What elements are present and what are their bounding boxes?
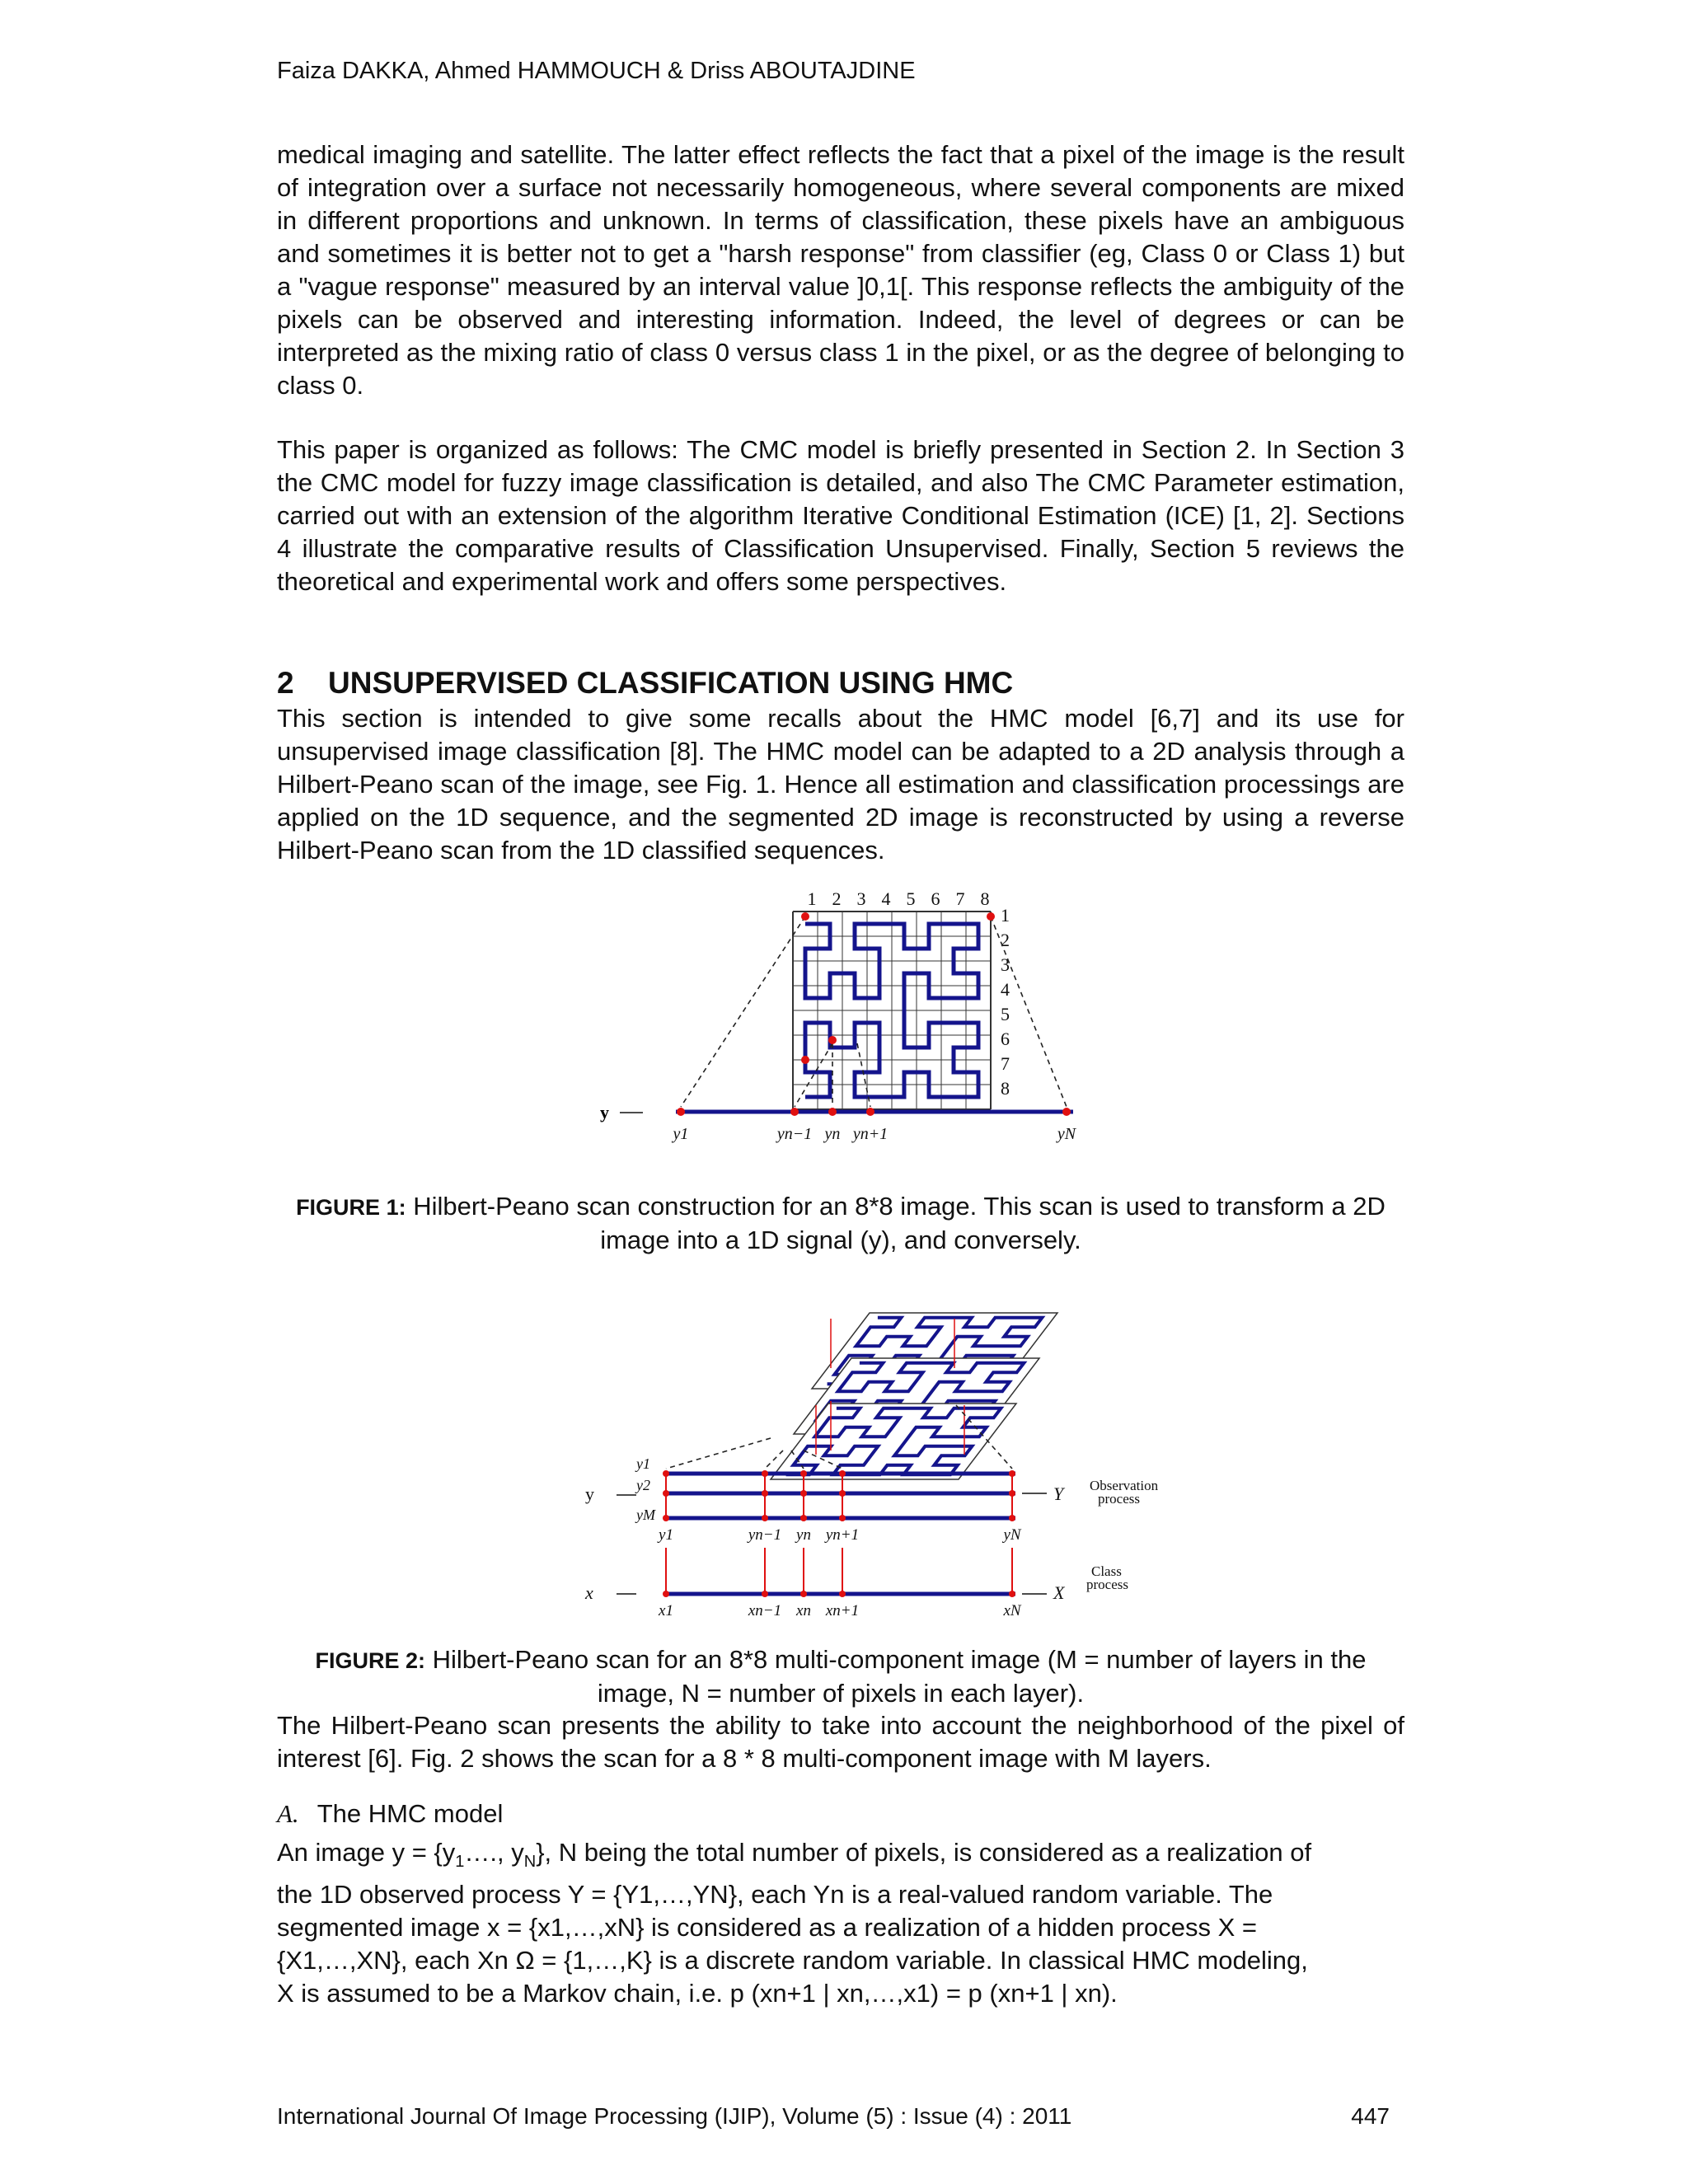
column-number: 1 [807, 888, 817, 909]
red-dot [839, 1470, 846, 1477]
observation-label: process [1098, 1491, 1140, 1507]
page-footer [277, 2103, 1390, 2130]
sequence-label: yn [824, 1125, 841, 1143]
row-number: 3 [1001, 954, 1010, 975]
subsection-heading [277, 1799, 503, 1829]
paragraph-intro-end: medical imaging and satellite. The latter effect reflects the fact that a pixel of the image is the result of integration over a surface not necessarily homogeneous, where several components are mixed in different proportions and unknown. In terms of classification, these pixels have an ambiguous and sometimes it is better not to get a "harsh response" from classifier (eg, Class 0 or Class 1) but a "vague response" measured by an interval value ]0,1[. This response reflects the ambiguity of the pixels can be observed and interesting information. Indeed, the level of degrees or can be interpreted as the mixing ratio of class 0 versus class 1 in the pixel, or as the degree of belonging to class 0. [277, 140, 1404, 400]
red-dot [663, 1470, 669, 1477]
figure-1-label: FIGURE 1: [296, 1195, 406, 1220]
column-number: 5 [906, 888, 916, 909]
layer-label: yM [636, 1507, 655, 1523]
hmc-line-4: {X1,…,XN}, each Xn Ω = {1,…,K} is a discrete random variable. In classical HMC modeling, [277, 1946, 1308, 1975]
sequence-label: yN [1057, 1125, 1076, 1143]
row-number: 8 [1001, 1078, 1010, 1099]
column-number: 6 [931, 888, 940, 909]
row-number: 6 [1001, 1029, 1010, 1049]
layer-label: y1 [636, 1455, 650, 1472]
y-sequence-label: yn−1 [748, 1526, 782, 1544]
row-number: 5 [1001, 1004, 1010, 1024]
paragraph-neighborhood: The Hilbert-Peano scan presents the ability to take into account the neighborhood of the pixel of interest [6]. Fig. 2 shows the scan for a 8 * 8 multi-component image with M layers. [277, 1711, 1404, 1773]
projection-arrow [666, 1438, 771, 1469]
red-dot [1009, 1515, 1015, 1521]
row-number: 7 [1001, 1053, 1010, 1074]
figure-1-caption-text: Hilbert-Peano scan construction for an 8*8 image. This scan is used to transform a 2D image into a 1D signal (y), and conversely. [406, 1192, 1386, 1254]
row-number: 1 [1001, 905, 1010, 926]
hmc-line-1: An image $y = \{y_1\dots$., $y_N$}, N being the total number of pixels, is considered as a realization of [277, 1838, 1312, 1872]
red-dot [800, 1515, 807, 1521]
figure-2-caption [277, 1643, 1404, 1710]
y-sequence-label: yn [796, 1526, 811, 1544]
x-sequence-label: x1 [659, 1602, 673, 1619]
red-dot [762, 1591, 768, 1597]
y-sequence-label: yn+1 [825, 1526, 860, 1544]
row-number: 4 [1001, 979, 1010, 1000]
x-sequence-label: xN [1003, 1602, 1021, 1619]
observation-label: Observation [1090, 1478, 1159, 1493]
section-number: 2 [277, 666, 294, 700]
sequence-label: y1 [673, 1125, 689, 1143]
column-number: 7 [955, 888, 965, 909]
page-number: 447 [1351, 2103, 1390, 2129]
red-dot [800, 1470, 807, 1477]
layer-outline [771, 1404, 1016, 1479]
sequence-label: yn−1 [776, 1125, 813, 1143]
y-sequence-label: yN [1003, 1526, 1021, 1544]
subsection-title: The HMC model [316, 1799, 504, 1828]
hmc-line-5: X is assumed to be a Markov chain, i.e. p (xn+1 | xn,…,x1) = p (xn+1 | xn). [277, 1979, 1118, 2008]
red-dot [762, 1490, 768, 1497]
column-number: 4 [881, 888, 891, 909]
y-sequence-label: y1 [659, 1526, 673, 1544]
red-dot [1009, 1490, 1015, 1497]
running-header: Faiza DAKKA, Ahmed HAMMOUCH & Driss ABOUTAJDINE [277, 58, 916, 84]
figure-2-label: FIGURE 2: [315, 1648, 425, 1673]
hmc-line-2: the 1D observed process Y = {Y1,…,YN}, each Yn is a real-valued random variable. The [277, 1880, 1273, 1910]
red-dot [800, 1490, 807, 1497]
column-number: 3 [856, 888, 866, 909]
figure-1-y-label: y [600, 1102, 609, 1122]
red-dot [839, 1591, 846, 1597]
paragraph-section-intro: This section is intended to give some recalls about the HMC model [6,7] and its use for unsupervised image classification [8]. The HMC model can be adapted to a 2D analysis through a Hilbert-Peano scan of the image, see Fig. 1. Hence all estimation and classification processings are applied on the 1D sequence, and the segmented 2D image is reconstructed by using a reverse Hilbert-Peano scan from the 1D classified sequences. [277, 704, 1404, 865]
column-number: 8 [980, 888, 990, 909]
red-dot [663, 1515, 669, 1521]
row-number: 2 [1001, 930, 1010, 950]
red-dot [839, 1515, 846, 1521]
column-number: 2 [832, 888, 842, 909]
hmc-line-3: segmented image x = {x1,…,xN} is considered as a realization of a hidden process X = [277, 1913, 1258, 1943]
figure-2-caption-text: Hilbert-Peano scan for an 8*8 multi-component image (M = number of layers in the image, N = number of pixels in each layer). [424, 1645, 1367, 1708]
layer-label: y2 [636, 1477, 650, 1493]
subsection-letter: A. [277, 1799, 299, 1828]
class-label: process [1086, 1577, 1128, 1592]
paragraph-hmc-model [277, 1836, 1404, 2010]
red-dot [800, 1591, 807, 1597]
sequence-label: yn+1 [852, 1125, 889, 1143]
class-label: Class [1091, 1563, 1122, 1579]
Y-label: Y [1053, 1483, 1064, 1504]
section-title: UNSUPERVISED CLASSIFICATION USING HMC [328, 666, 1014, 700]
red-dot [762, 1470, 768, 1477]
footer-journal: International Journal Of Image Processing (IJIP), Volume (5) : Issue (4) : 2011 [277, 2103, 1072, 2129]
red-dot [839, 1490, 846, 1497]
layer-plane [771, 1404, 1016, 1479]
y-label: y [585, 1483, 594, 1504]
x-sequence-label: xn+1 [825, 1602, 860, 1619]
red-dot [1009, 1591, 1015, 1597]
paragraph-organization: This paper is organized as follows: The CMC model is briefly presented in Section 2. In Section 3 the CMC model for fuzzy image classification is detailed, and also The CMC Parameter estimation, carried out with an extension of the algorithm Iterative Conditional Estimation (ICE) [1, 2]. Sections 4 illustrate the comparative results of Classification Unsupervised. Finally, Section 5 reviews the theoretical and experimental work and offers some perspectives. [277, 435, 1404, 596]
red-dot [663, 1490, 669, 1497]
red-dot [663, 1591, 669, 1597]
figure-2-layers [771, 1313, 1057, 1479]
red-dot [1009, 1470, 1015, 1477]
red-dot [762, 1515, 768, 1521]
x-label: x [585, 1582, 593, 1603]
x-sequence-label: xn [796, 1602, 811, 1619]
x-sequence-label: xn−1 [748, 1602, 782, 1619]
X-label: X [1053, 1582, 1065, 1603]
